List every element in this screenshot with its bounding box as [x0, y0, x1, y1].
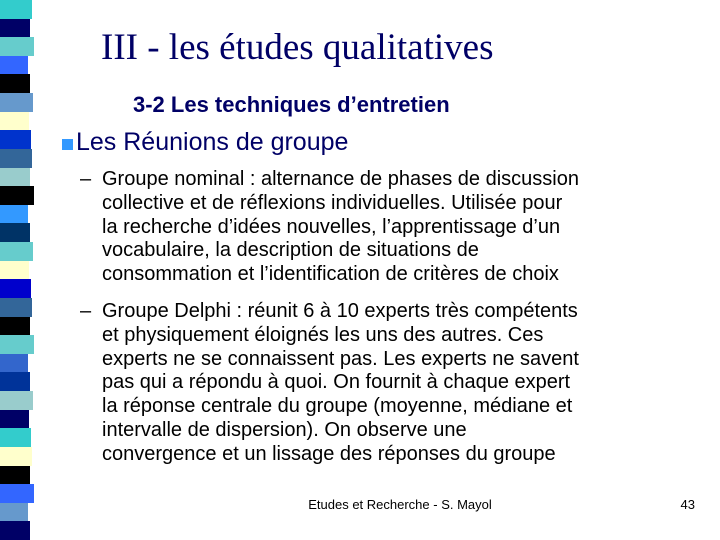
stripe-block [0, 298, 32, 317]
stripe-block [0, 317, 30, 336]
stripe-block [0, 447, 32, 466]
stripe-block [0, 410, 29, 429]
stripe-block [0, 223, 30, 242]
stripe-block [0, 93, 33, 112]
dash-bullet-1: – [80, 168, 92, 190]
dash-bullet-2: – [80, 300, 92, 322]
section-heading: Les Réunions de groupe [76, 128, 349, 156]
stripe-block [0, 56, 28, 75]
square-bullet-icon [62, 139, 73, 150]
stripe-block [0, 168, 30, 187]
stripe-block [0, 484, 34, 503]
stripe-block [0, 261, 29, 280]
stripe-block [0, 74, 30, 93]
stripe-block [0, 335, 34, 354]
stripe-block [0, 112, 29, 131]
stripe-block [0, 186, 34, 205]
bullet-text-nominal: Groupe nominal : alternance de phases de discussion collective et de réflexions individuelles. Utilisée pour la recherche d’idées nouvelles, l’apprentissage d’un vocabulaire, la description de situations de consommation et l’identification de critères de choix [102, 168, 579, 286]
footer-text: Etudes et Recherche - S. Mayol [308, 497, 492, 512]
stripe-block [0, 37, 34, 56]
stripe-block [0, 354, 28, 373]
stripe-block [0, 130, 31, 149]
stripe-block [0, 521, 30, 540]
stripe-block [0, 149, 32, 168]
decorative-stripe [0, 0, 65, 540]
stripe-block [0, 242, 33, 261]
bullet-text-delphi: Groupe Delphi : réunit 6 à 10 experts très compétents et physiquement éloignés les uns des autres. Ces experts ne se connaissent pas. Les experts ne savent pas qui a répondu à quoi. On fournit à chaque expert la réponse centrale du groupe (moyenne, médiane et intervalle de dispersion). On observe une convergence et un lissage des réponses du groupe [102, 300, 579, 465]
stripe-block [0, 391, 33, 410]
stripe-block [0, 503, 28, 522]
slide-subtitle: 3-2 Les techniques d’entretien [133, 92, 450, 117]
slide-title: III - les études qualitatives [101, 27, 494, 68]
page-number: 43 [680, 497, 695, 512]
stripe-block [0, 0, 32, 19]
stripe-block [0, 466, 30, 485]
stripe-block [0, 372, 30, 391]
stripe-block [0, 19, 30, 38]
stripe-block [0, 428, 31, 447]
stripe-block [0, 279, 31, 298]
stripe-block [0, 205, 28, 224]
